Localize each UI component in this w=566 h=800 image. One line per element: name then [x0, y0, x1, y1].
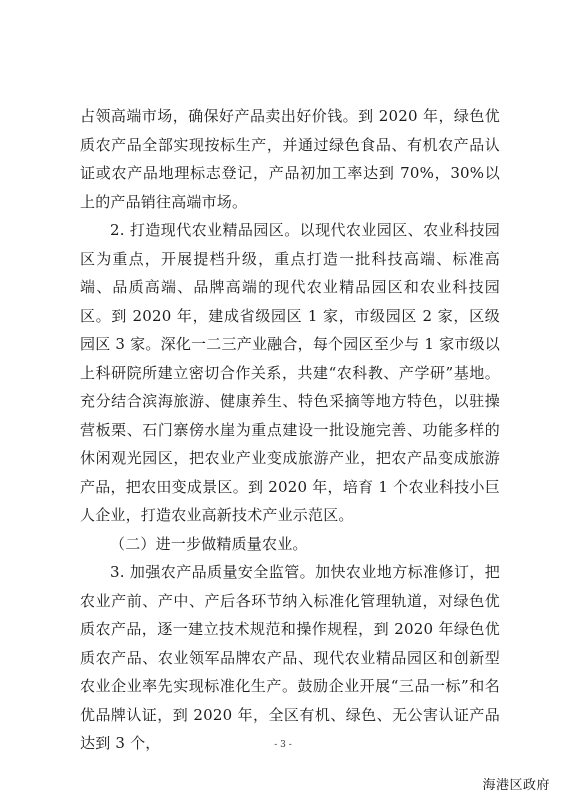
paragraph-quality-safety-supervision: 3. 加强农产品质量安全监管。加快农业地方标准修订，把农业产前、产中、产后各环节纳入标准化管理轨道，对绿色优质农产品，逐一建立技术规范和操作规程，到 2020 年绿色优质农产品、农业领军品牌农产品、现代农业精品园区和创新型农业企业率先实现标准化生产。鼓励企业开展“三品一标”和名优品牌认证，到 2020 年，全区有机、绿色、无公害认证产品达到 3 个， — [80, 563, 500, 752]
paragraph-modern-agri-parks: 2. 打造现代农业精品园区。以现代农业园区、农业科技园区为重点，开展提档升级，重点打造一批科技高端、标准高端、品质高端、品牌高端的现代农业精品园区和农业科技园区。到 2020 年，建成省级园区 1 家，市级园区 2 家，区级园区 3 家。深化一二三产业融合，每个园区至少与 1 家市级以上科研院所建立密切合作关系，共建“农科教、产学研”基地。充分结合滨海旅游、健康养生、特色采摘等地方特色，以驻操营板栗、石门寨傍水崖为重点建设一批设施完善、功能多样的休闲观光园区，把农业产业变成旅游产业，把农产品变成旅游产品，把农田变成景区。到 2020 年，培育 1 个农业科技小巨人企业，打造农业高新技术产业示范区。 — [80, 221, 500, 524]
source-watermark: 海港区政府 — [482, 778, 550, 793]
paragraph-continuation: 占领高端市场，确保好产品卖出好价钱。到 2020 年，绿色优质农产品全部实现按标生产，并通过绿色食品、有机农产品认证或农产品地理标志登记，产品初加工率达到 70%，30%以上的产品销往高端市场。 — [80, 107, 500, 211]
document-body — [80, 102, 500, 758]
page-number: - 3 - — [274, 740, 292, 750]
section-heading-quality-agriculture: （二）进一步做精质量农业。 — [110, 534, 308, 553]
